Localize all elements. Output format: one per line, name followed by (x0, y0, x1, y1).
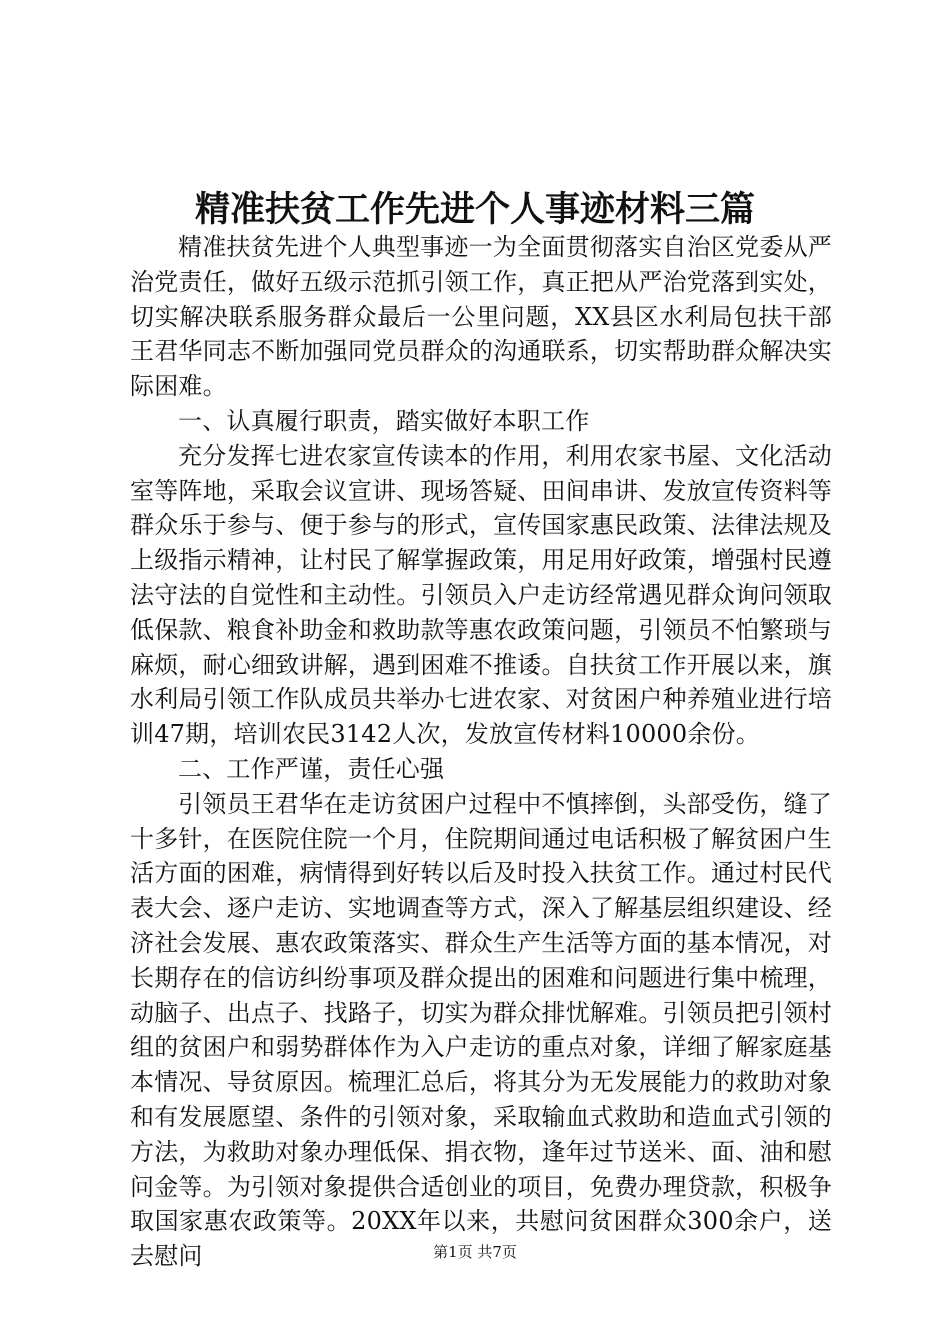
paragraph-section-2: 引领员王君华在走访贫困户过程中不慎摔倒，头部受伤，缝了十多针，在医院住院一个月，住院期间通过电话积极了解贫困户生活方面的困难，病情得到好转以后及时投入扶贫工作。通过村民代表大会、逐户走访、实地调查等方式，深入了解基层组织建设、经济社会发展、惠农政策落实、群众生产生活等方面的基本情况，对长期存在的信访纠纷事项及群众提出的困难和问题进行集中梳理，动脑子、出点子、找路子，切实为群众排忧解难。引领员把引领村组的贫困户和弱势群体作为入户走访的重点对象，详细了解家庭基本情况、导贫原因。梳理汇总后，将其分为无发展能力的救助对象和有发展愿望、条件的引领对象，采取输血式救助和造血式引领的方法，为救助对象办理低保、捐衣物，逢年过节送米、面、油和慰问金等。为引领对象提供合适创业的项目，免费办理贷款，积极争取国家惠农政策等。20XX年以来，共慰问贫困群众300余户，送去慰问 (130, 789, 832, 1271)
page-footer: 第1页 共7页 (433, 1243, 517, 1261)
document-body (130, 230, 832, 1274)
paragraph-intro: 精准扶贫先进个人典型事迹一为全面贯彻落实自治区党委从严治党责任，做好五级示范抓引领工作，真正把从严治党落到实处，切实解决联系服务群众最后一公里问题，XX县区水利局包扶干部王君华同志不断加强同党员群众的沟通联系，切实帮助群众解决实际困难。 (130, 233, 832, 401)
document-title: 精准扶贫工作先进个人事迹材料三篇 (194, 189, 755, 230)
section-heading-1: 一、认真履行职责，踏实做好本职工作 (178, 406, 590, 435)
paragraph-section-1: 充分发挥七进农家宣传读本的作用，利用农家书屋、文化活动室等阵地，采取会议宣讲、现场答疑、田间串讲、发放宣传资料等群众乐于参与、便于参与的形式，宣传国家惠民政策、法律法规及上级指示精神，让村民了解掌握政策，用足用好政策，增强村民遵法守法的自觉性和主动性。引领员入户走访经常遇见群众询问领取低保款、粮食补助金和救助款等惠农政策问题，引领员不怕繁琐与麻烦，耐心细致讲解，遇到困难不推诿。自扶贫工作开展以来，旗水利局引领工作队成员共举办七进农家、对贫困户种养殖业进行培训47期，培训农民3142人次，发放宣传材料10000余份。 (130, 441, 832, 749)
section-heading-2: 二、工作严谨，责任心强 (178, 754, 445, 783)
